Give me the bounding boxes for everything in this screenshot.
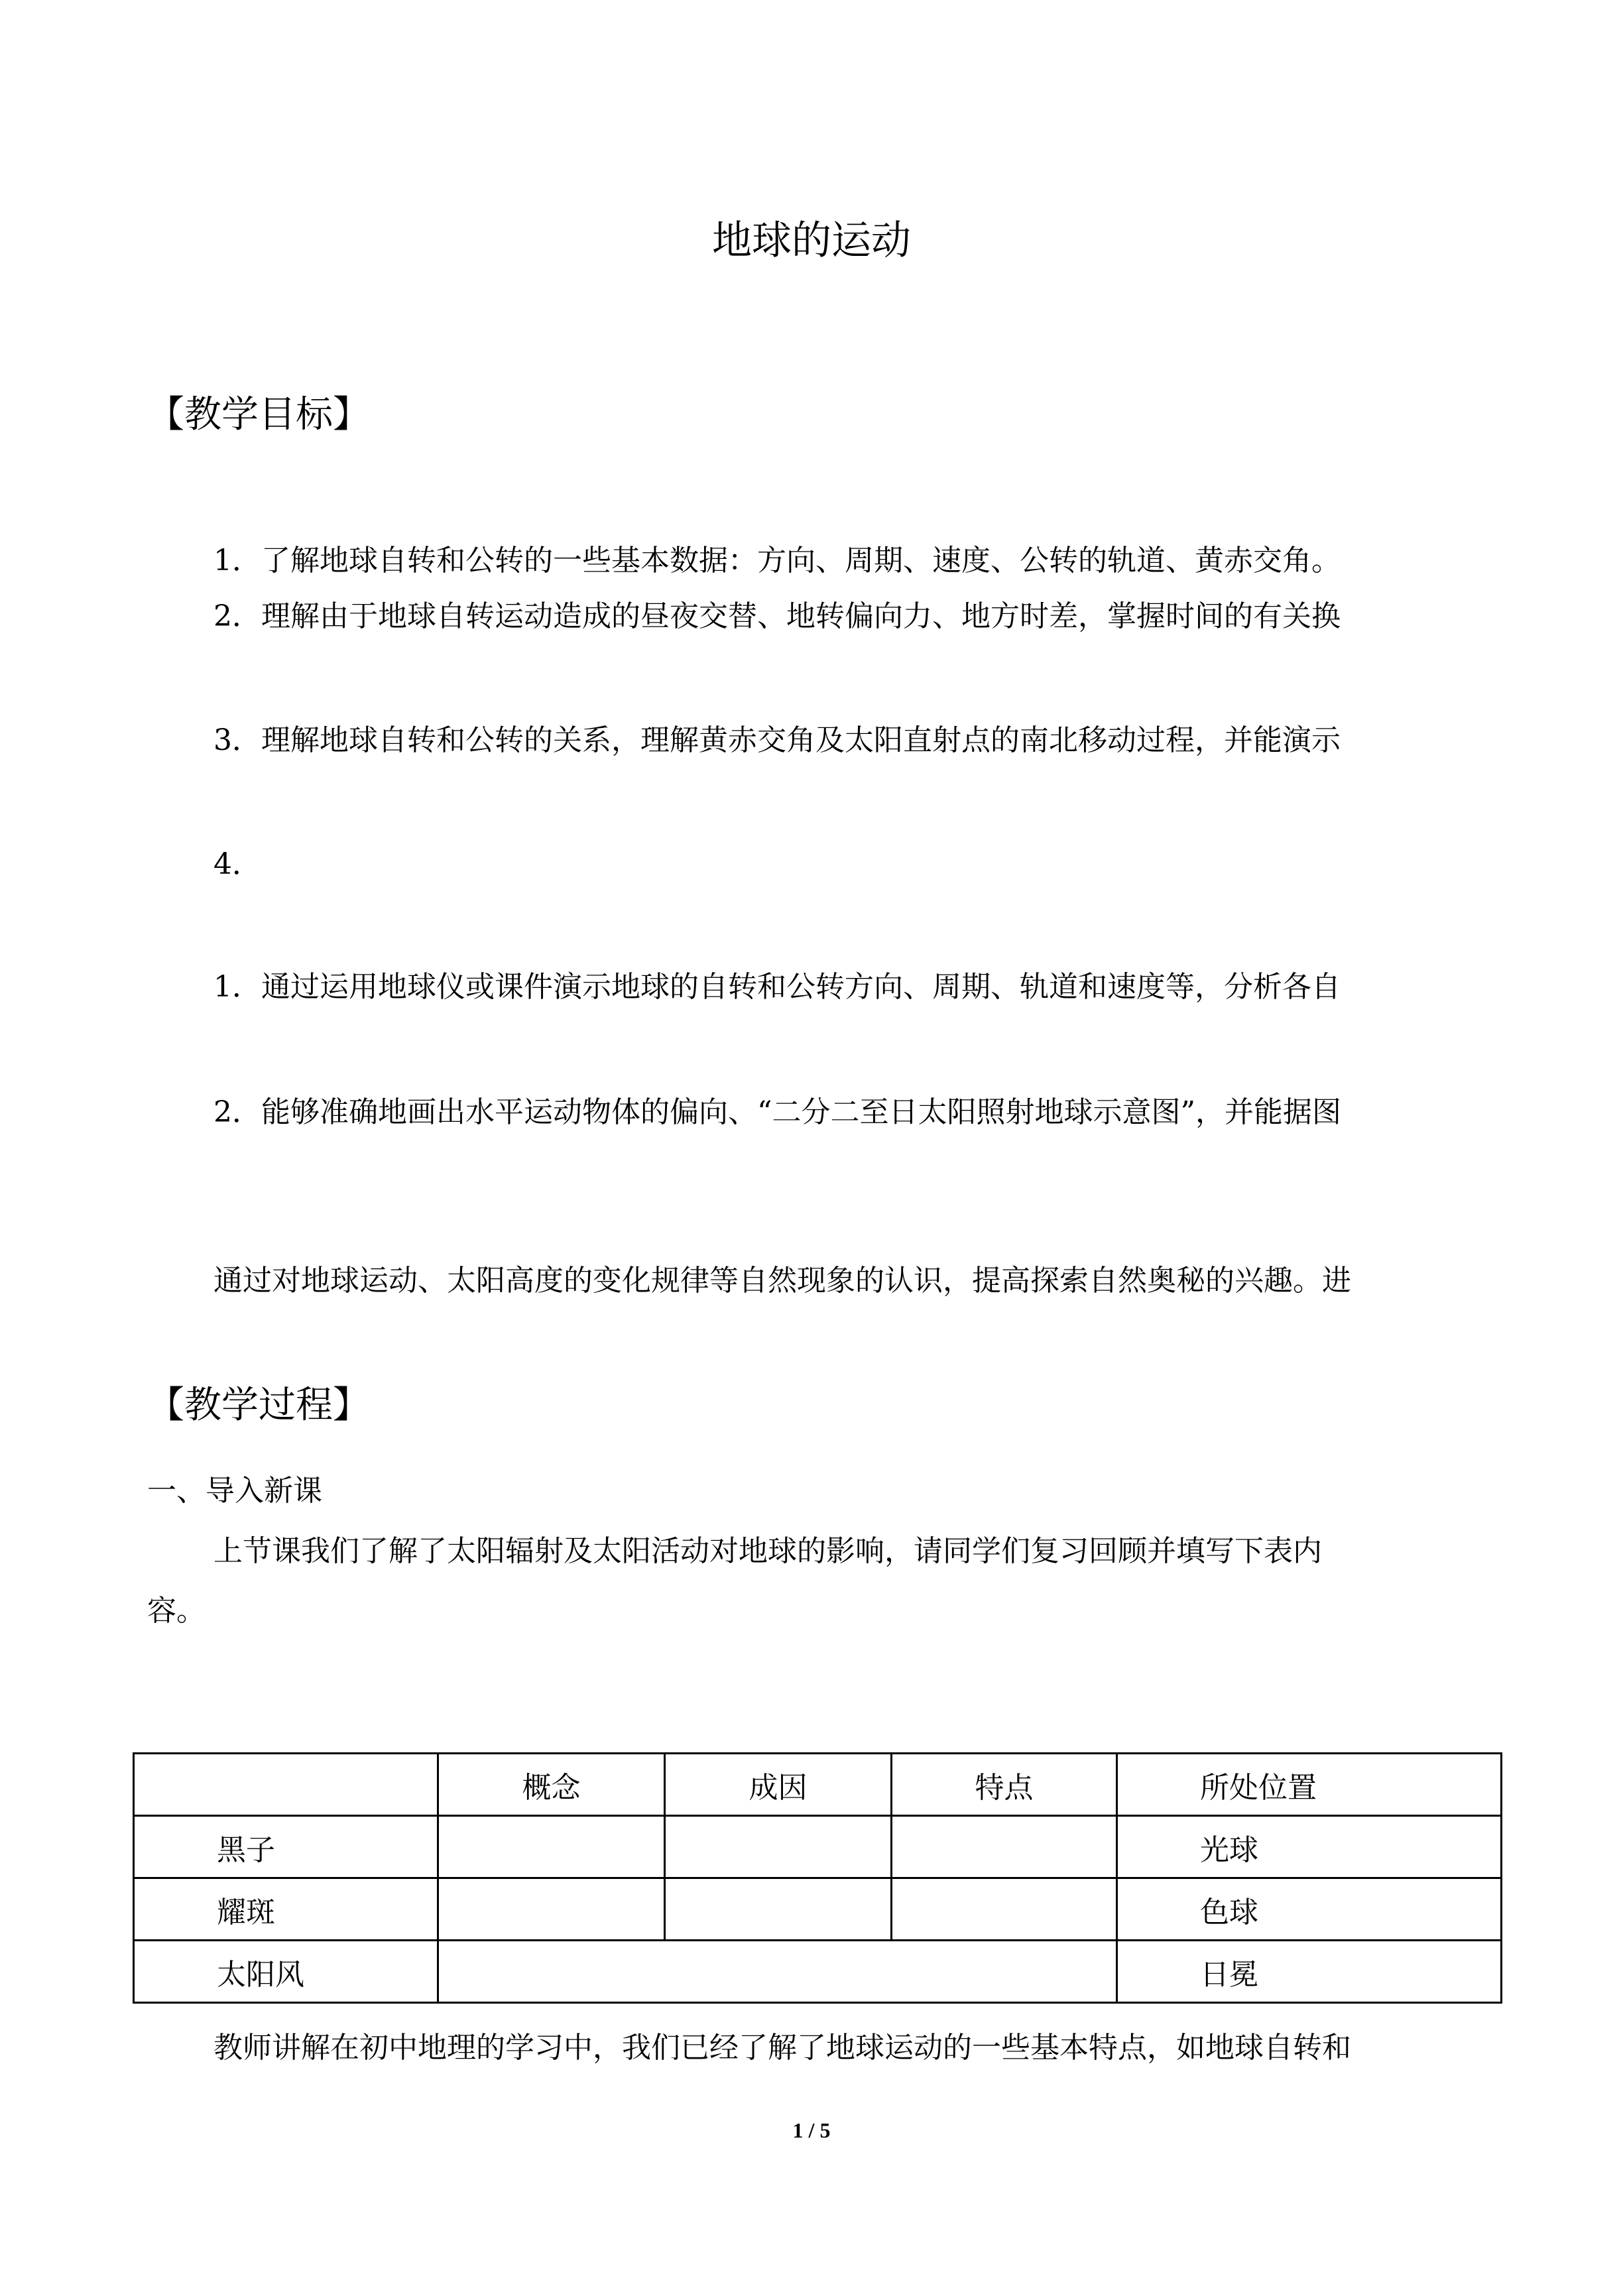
objective-ability-1: 1．通过运用地球仪或课件演示地球的自转和公转方向、周期、轨道和速度等，分析各自: [213, 970, 1341, 1004]
step1-title: 一、导入新课: [147, 1474, 322, 1508]
objective-ability-2: 2．能够准确地画出水平运动物体的偏向、“二分二至日太阳照射地球示意图”，并能据图: [213, 1095, 1341, 1129]
table-cell-location: 日冕: [1117, 1941, 1502, 2003]
table-cell-empty: [665, 1878, 892, 1941]
after-table-paragraph: 教师讲解在初中地理的学习中，我们已经了解了地球运动的一些基本特点，如地球自转和: [213, 2031, 1351, 2065]
table-row: [134, 1941, 1502, 2003]
table-cell-empty: [665, 1816, 892, 1878]
table-cell-location: 色球: [1117, 1878, 1502, 1941]
page-title: 地球的运动: [712, 217, 911, 264]
objective-knowledge-3: 3．理解地球自转和公转的关系，理解黄赤交角及太阳直射点的南北移动过程，并能演示: [213, 723, 1341, 757]
table-header-cell: 概念: [438, 1754, 665, 1816]
table-cell-location: 光球: [1117, 1816, 1502, 1878]
table-cell-merged: [438, 1941, 1117, 2003]
table-row: [134, 1878, 1502, 1941]
table-cell-empty: [892, 1878, 1117, 1941]
table-cell-empty: [892, 1816, 1117, 1878]
objective-emotion: 通过对地球运动、太阳高度的变化规律等自然现象的认识，提高探索自然奥秘的兴趣。进: [213, 1264, 1351, 1298]
table-cell-name: 太阳风: [134, 1941, 438, 2003]
table-cell-empty: [438, 1878, 665, 1941]
table-header-cell: [134, 1754, 438, 1816]
process-heading: 【教学过程】: [147, 1384, 370, 1427]
intro-paragraph-line2: 容。: [147, 1594, 206, 1628]
table-row: [134, 1816, 1502, 1878]
table-header-cell: 特点: [892, 1754, 1117, 1816]
intro-paragraph-line1: 上节课我们了解了太阳辐射及太阳活动对地球的影响，请同学们复习回顾并填写下表内: [213, 1534, 1322, 1568]
table-header-cell: 成因: [665, 1754, 892, 1816]
objective-knowledge-2: 2．理解由于地球自转运动造成的昼夜交替、地转偏向力、地方时差，掌握时间的有关换: [213, 599, 1341, 633]
page-number: 1 / 5: [792, 2118, 831, 2142]
objectives-heading: 【教学目标】: [147, 393, 370, 436]
table-header-cell: 所处位置: [1117, 1754, 1502, 1816]
objective-knowledge-4: 4．: [213, 847, 261, 881]
table-cell-empty: [438, 1816, 665, 1878]
table-cell-name: 耀斑: [134, 1878, 438, 1941]
objective-knowledge-1: 1．了解地球自转和公转的一些基本数据：方向、周期、速度、公转的轨道、黄赤交角。: [213, 544, 1341, 577]
solar-activity-table: [133, 1752, 1502, 2004]
table-header-row: [134, 1754, 1502, 1816]
table-cell-name: 黑子: [134, 1816, 438, 1878]
